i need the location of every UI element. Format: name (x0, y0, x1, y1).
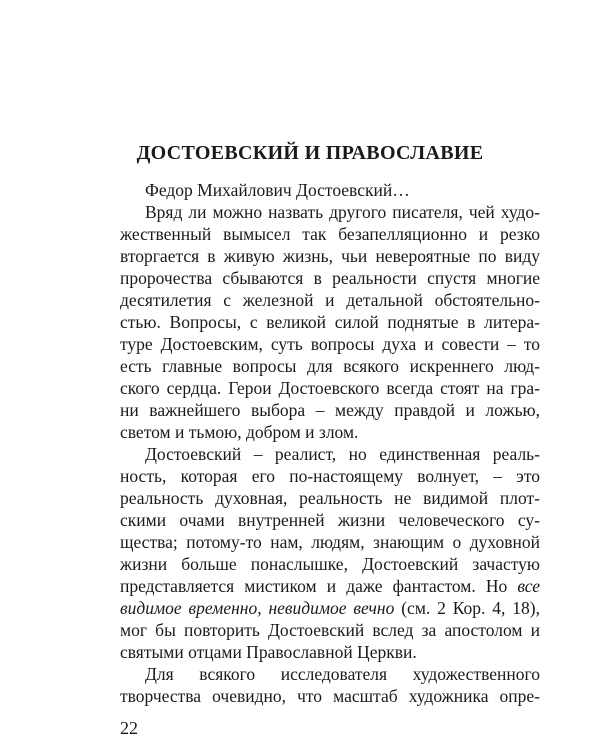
text-line: Федор Михайлович Достоевский… (145, 180, 410, 200)
page-number: 22 (120, 718, 138, 738)
text-line-with-italic (120, 578, 540, 596)
text-line: туре Достоевским, суть вопросы духа и совести – то (120, 334, 540, 354)
italic-quote: видимое временно, невидимое вечно (120, 598, 395, 618)
text-line: ни важнейшего выбора – между правдой и ложью, (120, 400, 540, 420)
text-line-with-italic (120, 600, 540, 618)
text-line: святыми отцами Православной Церкви. (120, 642, 417, 662)
text-line: Достоевский – реалист, но единственная реаль- (145, 444, 540, 464)
text-line: жественный вымысел так безапелляционно и резко (120, 224, 540, 244)
text-line: стью. Вопросы, с великой силой поднятые в литера- (120, 312, 540, 332)
text-line: Вряд ли можно назвать другого писателя, чей худо- (145, 202, 540, 222)
text-line: жизни больше понаслышке, Достоевский зачастую (120, 554, 540, 574)
text-line: скими очами внутренней жизни человеческого су- (120, 510, 540, 530)
text-line: есть главные вопросы для всякого искреннего люд- (120, 356, 540, 376)
chapter-title: ДОСТОЕВСКИЙ И ПРАВОСЛАВИЕ (136, 142, 484, 164)
text-line: мог бы повторить Достоевский вслед за апостолом и (120, 620, 540, 640)
text-line: щества; потому-то нам, людям, знающим о духовной (120, 532, 540, 552)
text-segment: представляется мистиком и даже фантастом. Но (120, 576, 508, 596)
italic-quote: все (517, 576, 541, 596)
text-line: светом и тьмою, добром и злом. (120, 422, 359, 442)
text-line: десятилетия с железной и детальной обстоятельно- (120, 290, 540, 310)
text-line: Для всякого исследователя художественного (145, 664, 540, 684)
text-line: ского сердца. Герои Достоевского всегда стоят на гра- (120, 378, 540, 398)
text-line: ность, которая его по-настоящему волнует, – это (120, 466, 540, 486)
text-line: творчества очевидно, что масштаб художника опре- (120, 686, 540, 706)
text-line: пророчества сбываются в реальности спустя многие (120, 268, 540, 288)
text-line: реальность духовная, реальность не видимой плот- (120, 488, 540, 508)
text-segment: (см. 2 Кор. 4, 18), (401, 598, 540, 618)
text-line: вторгается в живую жизнь, чьи невероятные по виду (120, 246, 540, 266)
